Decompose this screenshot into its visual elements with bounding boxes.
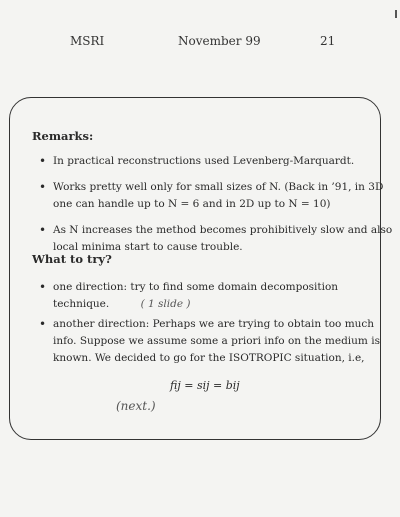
bullet-icon: • — [39, 154, 47, 168]
line — [53, 296, 338, 313]
remarks-item-1 — [39, 153, 355, 170]
line: As N increases the method becomes prohibitively slow and also — [53, 224, 393, 236]
bullet-icon: • — [39, 317, 47, 331]
formula: fij = sij = bij — [170, 379, 240, 392]
line: local minima start to cause trouble. — [53, 241, 243, 253]
line: info. Suppose we assume some a priori info on the medium is — [53, 335, 380, 347]
page-number: 21 — [320, 34, 336, 48]
line: one direction: try to find some domain decomposition — [53, 281, 339, 293]
line-text: technique. — [53, 298, 110, 310]
line: In practical reconstructions used Levenberg-Marquardt. — [53, 155, 355, 167]
bullet-icon: • — [39, 280, 47, 294]
handwritten-note: ( 1 slide ) — [140, 298, 191, 310]
remarks-title: Remarks: — [32, 129, 94, 143]
try-item-2 — [39, 316, 380, 367]
header-left: MSRI — [70, 34, 105, 48]
line: known. We decided to go for the ISOTROPIC situation, i.e, — [53, 352, 365, 364]
remarks-item-2 — [39, 179, 384, 213]
line: one can handle up to N = 6 and in 2D up to N = 10) — [53, 198, 331, 210]
handwritten-note-bottom: (next.) — [116, 399, 156, 413]
line: another direction: Perhaps we are trying to obtain too much — [53, 318, 375, 330]
bullet-icon: • — [39, 223, 47, 237]
what-to-try-title: What to try? — [32, 252, 112, 266]
header-date: November 99 — [178, 34, 261, 48]
bullet-icon: • — [39, 180, 47, 194]
try-item-1 — [39, 279, 339, 313]
line: Works pretty well only for small sizes of N. (Back in ’91, in 3D — [53, 181, 384, 193]
